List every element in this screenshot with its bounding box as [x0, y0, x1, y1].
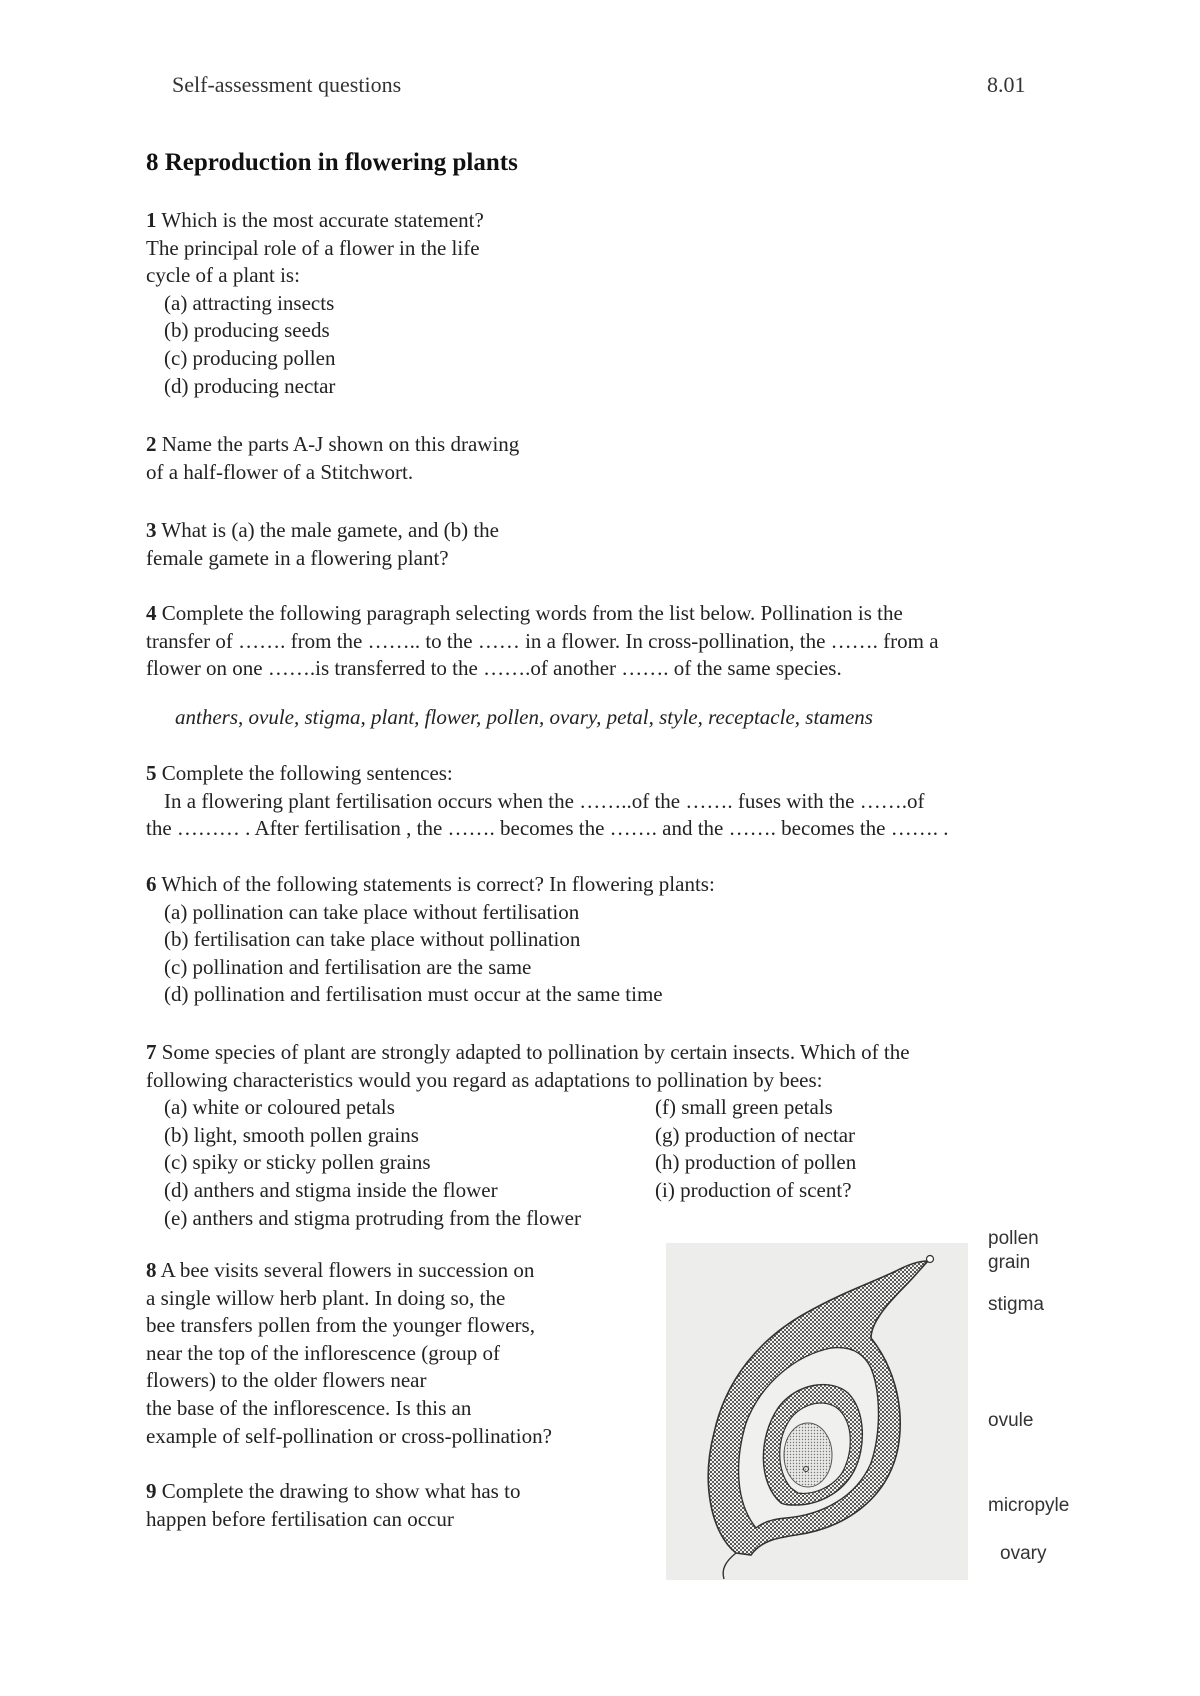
question-8 [146, 1257, 552, 1450]
question-number: 3 [146, 518, 157, 542]
option-i: (i) production of scent? [655, 1177, 852, 1202]
option-a: (a) pollination can take place without fertilisation [164, 899, 580, 924]
question-number: 9 [146, 1479, 157, 1503]
option-b: (b) fertilisation can take place without pollination [164, 927, 581, 952]
label-ovule: ovule [988, 1410, 1034, 1431]
word-list: anthers, ovule, stigma, plant, flower, pollen, ovary, petal, style, receptacle, stamens [175, 705, 873, 729]
question-text: happen before fertilisation can occur [146, 1506, 454, 1531]
question-number: 7 [146, 1040, 157, 1064]
option-a: (a) attracting insects [164, 290, 335, 315]
question-text: near the top of the inflorescence (group of [146, 1340, 500, 1365]
label-ovary: ovary [1000, 1543, 1047, 1564]
question-text: the ……… . After fertilisation , the ……. becomes the ……. and the ……. becomes the ……. . [146, 816, 949, 841]
question-text: transfer of ……. from the …….. to the …… in a flower. In cross-pollination, the ……. from a [146, 628, 939, 653]
header-left: Self-assessment questions [172, 72, 402, 97]
question-text: In a flowering plant fertilisation occurs when the ……..of the ……. fuses with the …….of [164, 788, 925, 813]
question-text: flowers) to the older flowers near [146, 1368, 427, 1393]
question-number: 4 [146, 601, 157, 625]
option-a: (a) white or coloured petals [164, 1095, 395, 1120]
label-stigma: stigma [988, 1294, 1044, 1315]
option-e: (e) anthers and stigma protruding from the flower [164, 1205, 581, 1230]
question-number: 1 [146, 208, 157, 232]
page-title: 8 Reproduction in flowering plants [146, 149, 518, 176]
question-text: a single willow herb plant. In doing so, the [146, 1285, 506, 1310]
question-3 [146, 517, 499, 572]
option-d: (d) anthers and stigma inside the flower [164, 1177, 498, 1202]
option-h: (h) production of pollen [655, 1150, 857, 1175]
question-text: Complete the drawing to show what has to [161, 1479, 521, 1503]
question-text: What is (a) the male gamete, and (b) the [161, 518, 499, 542]
question-text: Some species of plant are strongly adapted to pollination by certain insects. Which of the [161, 1040, 910, 1064]
ovary-drawing [666, 1243, 968, 1580]
label-grain: grain [988, 1252, 1031, 1273]
question-7-right-options [655, 1094, 856, 1204]
question-text: flower on one …….is transferred to the …….of another ……. of the same species. [146, 656, 842, 681]
question-number: 5 [146, 761, 157, 785]
ovary-diagram [666, 1243, 968, 1580]
option-b: (b) light, smooth pollen grains [164, 1122, 419, 1147]
header-page-number: 8.01 [987, 72, 1026, 97]
question-text: example of self-pollination or cross-pollination? [146, 1423, 552, 1448]
question-text: following characteristics would you regard as adaptations to pollination by bees: [146, 1067, 823, 1092]
question-text: Complete the following sentences: [161, 761, 453, 785]
question-text: bee transfers pollen from the younger flowers, [146, 1313, 535, 1338]
option-g: (g) production of nectar [655, 1122, 856, 1147]
question-text: A bee visits several flowers in succession on [160, 1258, 535, 1282]
option-b: (b) producing seeds [164, 318, 330, 343]
option-d: (d) producing nectar [164, 373, 336, 398]
question-5 [146, 760, 949, 843]
question-text: Complete the following paragraph selecting words from the list below. Pollination is the [161, 601, 903, 625]
question-6 [146, 871, 715, 1009]
question-text: the base of the inflorescence. Is this an [146, 1395, 472, 1420]
option-f: (f) small green petals [655, 1095, 833, 1119]
ovary-stalk [723, 1553, 736, 1579]
label-pollen: pollen [988, 1228, 1039, 1249]
question-text: female gamete in a flowering plant? [146, 545, 449, 570]
embryo-sac [784, 1423, 832, 1487]
option-d: (d) pollination and fertilisation must occur at the same time [164, 982, 663, 1007]
question-9 [146, 1478, 520, 1533]
question-text: cycle of a plant is: [146, 263, 300, 288]
question-number: 6 [146, 872, 157, 896]
question-text: of a half-flower of a Stitchwort. [146, 459, 414, 484]
question-number: 2 [146, 432, 157, 456]
option-c: (c) producing pollen [164, 345, 336, 370]
question-text: Which is the most accurate statement? [161, 208, 484, 232]
question-text: The principal role of a flower in the life [146, 235, 480, 260]
question-1 [146, 207, 484, 400]
question-2 [146, 431, 519, 486]
label-micropyle: micropyle [988, 1495, 1070, 1516]
option-c: (c) pollination and fertilisation are the same [164, 954, 532, 979]
question-text: Which of the following statements is correct? In flowering plants: [161, 872, 715, 896]
question-text: Name the parts A-J shown on this drawing [161, 432, 520, 456]
pollen-grain [927, 1256, 934, 1263]
question-4 [146, 600, 939, 683]
question-number: 8 [146, 1258, 157, 1282]
option-c: (c) spiky or sticky pollen grains [164, 1150, 431, 1175]
